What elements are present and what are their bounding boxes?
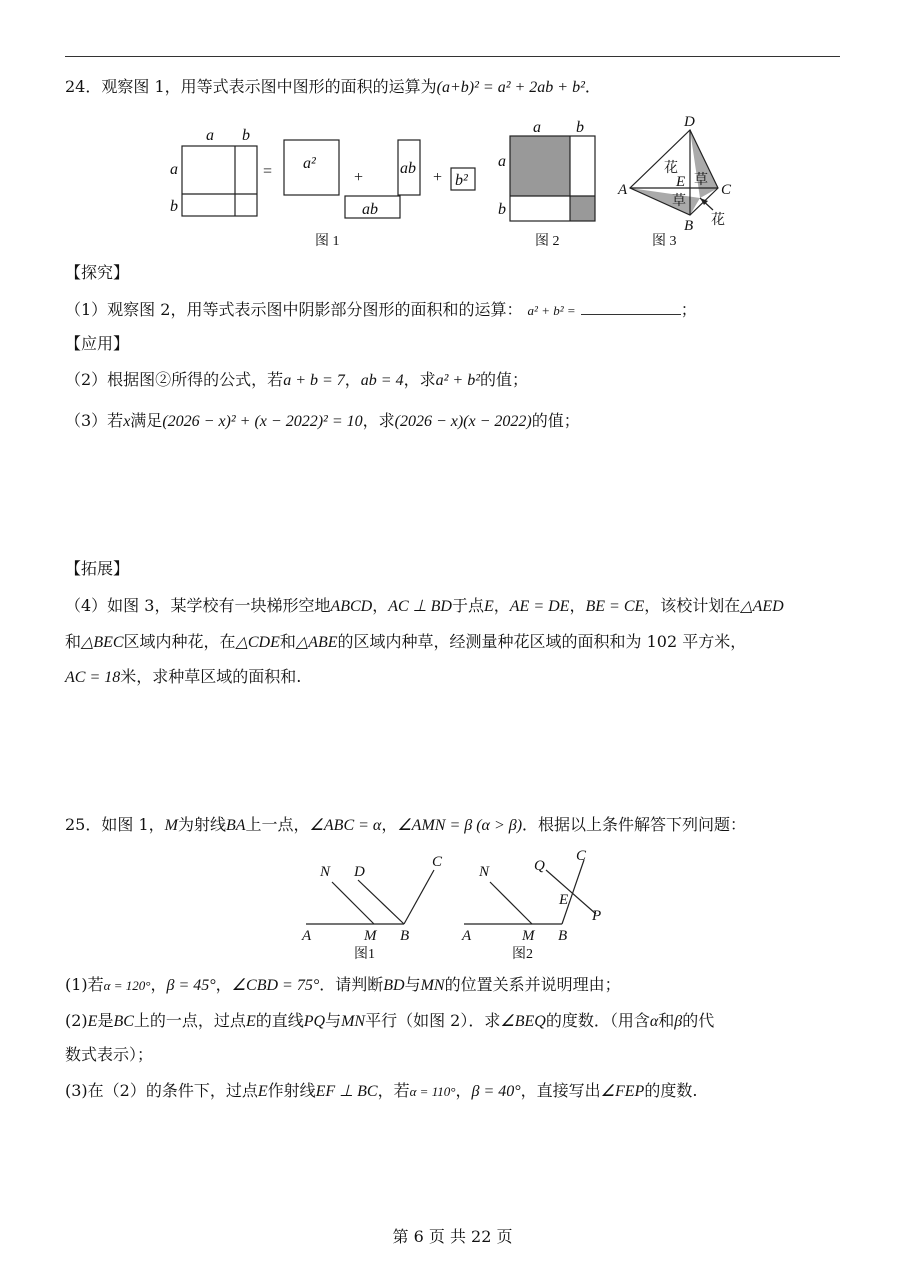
- q24-intro: [65, 76, 601, 99]
- q24-p4-abcd: ABCD: [330, 598, 373, 615]
- q24-p2-f3: a² + b²: [435, 372, 480, 389]
- header-rule: [65, 56, 840, 57]
- explore-header: 【探究】: [65, 263, 130, 282]
- fig2-label-b-left: b: [498, 201, 506, 218]
- fig1-label-b2: b²: [455, 172, 468, 189]
- q25-p2-h: 和: [658, 1011, 675, 1030]
- q25-intro-m: M: [164, 817, 178, 834]
- fig1-equals: =: [263, 163, 273, 180]
- fig1-label-a-left: a: [170, 161, 178, 178]
- q24-p3-d: 的值；: [531, 411, 580, 430]
- fig3-label-A: A: [618, 182, 628, 198]
- q24-p3-a: （3）若: [65, 411, 124, 430]
- f1-line-bc: [404, 870, 434, 924]
- f2-label-B: B: [558, 928, 568, 944]
- q24-p2-d: 的值；: [480, 370, 529, 389]
- q24-p2-f1: a + b = 7: [283, 372, 345, 389]
- fig-label-3: 图 3: [652, 234, 677, 249]
- fig1-label-a-top: a: [206, 127, 214, 144]
- q25-p1-e: 与: [404, 975, 421, 994]
- q25-intro-c: 上一点，: [245, 815, 310, 834]
- q25-p2-beta: β: [674, 1013, 683, 1030]
- q24-part4-line2: [65, 631, 746, 654]
- fig2-shaded-a2: [510, 136, 570, 196]
- q25-p2-e2: E: [245, 1013, 256, 1030]
- q24-p4-abe: △ABE: [295, 634, 338, 651]
- q25-figures: [296, 846, 626, 966]
- q25-intro-ba: BA: [225, 817, 246, 834]
- q24-p4-ac: AC = 18: [65, 669, 121, 686]
- fig2-label-a-left: a: [498, 153, 506, 170]
- q25-p2-b: 是: [97, 1011, 114, 1030]
- f2-label-C: C: [576, 848, 587, 864]
- q24-p4-l1d: ，: [493, 596, 510, 615]
- f1-label-B: B: [400, 928, 410, 944]
- q24-p4-perp: AC ⊥ BD: [388, 598, 452, 615]
- q25-p2-d: 的直线: [255, 1011, 304, 1030]
- fig1-label-ab-horiz: ab: [362, 201, 378, 218]
- fig1-label-ab-vert: ab: [400, 160, 416, 177]
- fig2-shaded-b2: [570, 196, 595, 221]
- fig1-plus-2: +: [433, 169, 443, 186]
- q25-fig-label-1: 图1: [354, 947, 375, 962]
- q24-p2-b: ，: [344, 370, 361, 389]
- q25-p1-bd: BD: [383, 977, 405, 994]
- answer-blank[interactable]: [581, 300, 681, 315]
- q25-p3-e2: ，直接写出: [520, 1081, 601, 1100]
- q25-p2-e1: E: [87, 1013, 98, 1030]
- extend-header: 【拓展】: [65, 559, 130, 578]
- q25-p2-e: 与: [325, 1011, 342, 1030]
- f2-label-E: E: [559, 892, 569, 908]
- f2-line-mn: [490, 882, 532, 924]
- f2-line-pq: [546, 870, 596, 914]
- q24-p1-text: （1）观察图 2，用等式表示图中阴影部分图形的面积和的运算：: [65, 300, 523, 319]
- q25-p2-c: 上的一点，过点: [133, 1011, 246, 1030]
- f1-line-mn: [332, 882, 374, 924]
- q24-p1-formula: a² + b² =: [527, 303, 576, 318]
- q24-part1: [65, 299, 697, 322]
- q24-p4-cde: △CDE: [235, 634, 280, 651]
- q24-p4-l1c: 于点: [451, 596, 484, 615]
- q24-p3-f1: (2026 − x)² + (x − 2022)² = 10: [162, 413, 363, 430]
- q25-p3-d: ，: [455, 1081, 472, 1100]
- fig3-label-E: E: [676, 174, 686, 190]
- fig3-label-B: B: [684, 218, 694, 234]
- q24-p4-bec: △BEC: [81, 634, 124, 651]
- q25-intro-f1: ∠ABC = α: [309, 817, 382, 834]
- f1-label-D: D: [354, 864, 365, 880]
- q25-p3-f: 的度数.: [644, 1081, 698, 1100]
- q24-p3-c: ，求: [362, 411, 395, 430]
- page-footer: 第 6 页 共 22 页: [392, 1227, 513, 1246]
- q24-figure-2: [510, 136, 595, 221]
- q24-p4-l1f: ，该校计划在: [644, 596, 741, 615]
- f2-label-N: N: [479, 864, 490, 880]
- q24-p2-f2: ab = 4: [360, 372, 404, 389]
- q25-p3-c: ，若: [377, 1081, 410, 1100]
- q25-p3-f1: α = 110°: [409, 1084, 456, 1099]
- q24-part3: [65, 410, 580, 433]
- fig2-label-a-top: a: [533, 119, 541, 136]
- q24-p2-c: ，求: [403, 370, 436, 389]
- q24-part4-line3: [65, 666, 301, 689]
- q25-p2-beq: ∠BEQ: [500, 1013, 546, 1030]
- q24-p3-b: 满足: [130, 411, 163, 430]
- q25-part3: [65, 1080, 697, 1103]
- q24-p4-bece: BE = CE: [585, 598, 645, 615]
- q25-p2-a: (2): [65, 1011, 88, 1030]
- q25-intro-e: ．根据以上条件解答下列问题：: [522, 815, 747, 834]
- fig3-grass-bottom: 草: [672, 194, 686, 209]
- q24-part4-line1: [65, 595, 784, 618]
- q24-p3-x: x: [123, 413, 131, 430]
- q25-p1-f1: α = 120°: [103, 978, 151, 993]
- q24-p4-e: E: [483, 598, 494, 615]
- q24-p2-a: （2）根据图②所得的公式，若: [65, 370, 284, 389]
- q25-part2-line1: [65, 1010, 714, 1033]
- apply-header: 【应用】: [65, 334, 130, 353]
- q24-p1-end: ；: [680, 300, 697, 319]
- f2-label-P: P: [592, 908, 602, 924]
- q25-p2-g: 的度数．（用含: [545, 1011, 650, 1030]
- f1-label-A: A: [302, 928, 312, 944]
- fig-label-1: 图 1: [315, 234, 340, 249]
- q25-p2-mn: MN: [341, 1013, 366, 1030]
- f1-line-bd: [358, 880, 404, 924]
- q25-p2-i: 的代: [682, 1011, 715, 1030]
- q25-p1-c: ，: [215, 975, 232, 994]
- fig1-label-a2: a²: [303, 155, 316, 172]
- q24-p4-aede: AE = DE: [509, 598, 570, 615]
- q24-p4-l2c: 和: [279, 632, 296, 651]
- fig2-label-b-top: b: [576, 119, 584, 136]
- fig1-label-b-top: b: [242, 127, 250, 144]
- q25-p3-ef: EF ⊥ BC: [315, 1083, 378, 1100]
- q25-p2-f: 平行（如图 2）．求: [365, 1011, 501, 1030]
- q25-p3-a: (3)在（2）的条件下，过点: [65, 1081, 258, 1100]
- q25-intro-d: ，: [381, 815, 398, 834]
- q25-p2-pq: PQ: [303, 1013, 326, 1030]
- q25-p3-f2: β = 40°: [471, 1083, 521, 1100]
- fig3-label-C: C: [721, 182, 732, 198]
- fig3-grass-right: 草: [694, 173, 708, 188]
- f1-label-C: C: [432, 854, 443, 870]
- q24-p4-l1a: （4）如图 3，某学校有一块梯形空地: [65, 596, 331, 615]
- q25-p3-fep: ∠FEP: [600, 1083, 645, 1100]
- q24-p4-l2b: 区域内种花，在: [123, 632, 236, 651]
- q24-p4-l1e: ，: [569, 596, 586, 615]
- q24-intro-text: 24．观察图 1，用等式表示图中图形的面积的运算为: [65, 77, 437, 96]
- q24-p4-l3: 米，求种草区域的面积和.: [120, 667, 302, 686]
- fig3-flower-top: 花: [664, 161, 678, 176]
- q25-p1-f2: β = 45°: [166, 977, 216, 994]
- f1-label-N: N: [320, 864, 331, 880]
- q24-p4-l1b: ，: [372, 596, 389, 615]
- q25-p1-a: (1)若: [65, 975, 104, 994]
- fig1-label-b-left: b: [170, 198, 178, 215]
- q25-p1-f3: ∠CBD = 75°: [231, 977, 320, 994]
- q25-intro: [65, 814, 746, 837]
- fig3-flower-bottom: 花: [711, 213, 725, 228]
- f1-label-M: M: [364, 928, 377, 944]
- fig-label-2: 图 2: [535, 234, 560, 249]
- q24-figures: [160, 110, 780, 260]
- q25-part2-line2: 数式表示）；: [65, 1045, 154, 1064]
- q25-intro-a: 25．如图 1，: [65, 815, 165, 834]
- q25-intro-b: 为射线: [177, 815, 226, 834]
- fig1-plus-1: +: [354, 169, 364, 186]
- f2-label-M: M: [522, 928, 535, 944]
- q25-p2-alpha: α: [649, 1013, 659, 1030]
- q24-figure-1: [182, 140, 475, 218]
- q25-fig-label-2: 图2: [512, 947, 533, 962]
- q24-p4-l2d: 的区域内种草，经测量种花区域的面积和为 102 平方米，: [337, 632, 747, 651]
- q24-p4-aed: △AED: [740, 598, 784, 615]
- q25-p1-f: 的位置关系并说明理由；: [444, 975, 621, 994]
- fig1-big-square: [182, 146, 257, 216]
- f2-label-A: A: [462, 928, 472, 944]
- q25-part1: [65, 974, 621, 997]
- q24-p3-f2: (2026 − x)(x − 2022): [394, 413, 532, 430]
- q25-p3-b: 作射线: [267, 1081, 316, 1100]
- q24-intro-formula: (a+b)² = a² + 2ab + b²: [436, 79, 585, 96]
- f2-label-Q: Q: [534, 858, 545, 874]
- q25-p3-e: E: [257, 1083, 268, 1100]
- q25-p1-b: ，: [150, 975, 167, 994]
- q24-p4-l2a: 和: [65, 632, 82, 651]
- q25-p2-bc: BC: [113, 1013, 134, 1030]
- q25-p1-mn: MN: [420, 977, 445, 994]
- q25-intro-f2: ∠AMN = β (α > β): [397, 817, 523, 834]
- q25-p1-d: ．请判断: [319, 975, 384, 994]
- fig3-label-D: D: [684, 114, 695, 130]
- q24-part2: [65, 369, 528, 392]
- q24-intro-end: ．: [584, 77, 601, 96]
